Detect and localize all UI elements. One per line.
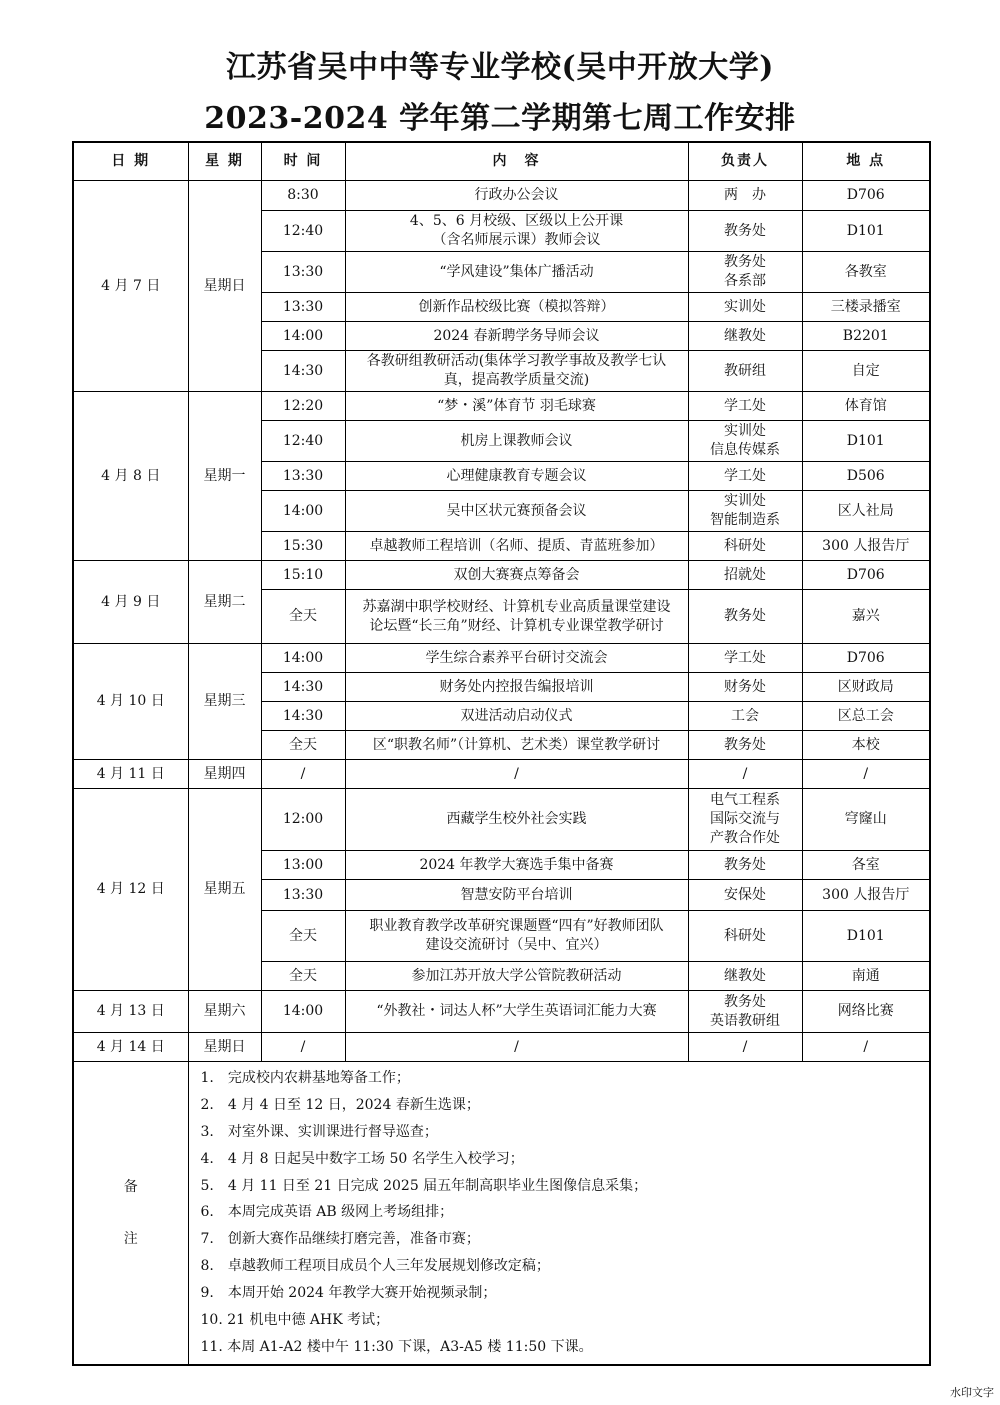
place-cell: 南通 [802,962,930,991]
date-cell: 4 月 10 日 [73,644,188,760]
owner-cell: 两 办 [688,181,802,211]
content-cell: 2024 年教学大赛选手集中备赛 [345,851,688,880]
weekday-cell: 星期三 [188,644,261,760]
owner-cell: 招就处 [688,561,802,590]
weekday-cell: 星期六 [188,991,261,1033]
place-cell: D706 [802,561,930,590]
place-cell: 网络比赛 [802,991,930,1033]
time-cell: 14:30 [261,702,345,731]
owner-cell: 实训处 智能制造系 [688,491,802,532]
owner-cell: 教务处 [688,211,802,252]
time-cell: 8:30 [261,181,345,211]
content-cell: 双创大赛赛点筹备会 [345,561,688,590]
schedule-table [72,141,931,1366]
content-cell: / [345,1033,688,1062]
page-title: 江苏省吴中中等专业学校(吴中开放大学) [226,50,774,85]
time-cell: 15:30 [261,532,345,561]
header-weekday: 星 期 [188,142,261,181]
time-cell: / [261,760,345,789]
remark-item: 7. 创新大赛作品继续打磨完善，准备市赛； [200,1231,480,1248]
content-cell: 职业教育教学改革研究课题暨“四有”好教师团队 建设交流研讨（吴中、宜兴） [345,911,688,962]
content-cell: 苏嘉湖中职学校财经、计算机专业高质量课堂建设 论坛暨“长三角”财经、计算机专业课堂教学研讨 [345,590,688,644]
owner-cell: 电气工程系 国际交流与 产教合作处 [688,789,802,851]
place-cell: 本校 [802,731,930,760]
table-header-row [73,142,930,181]
remark-item: 1. 完成校内农耕基地筹备工作； [200,1070,410,1086]
remarks-row [73,1062,930,1365]
time-cell: 13:30 [261,293,345,322]
content-cell: 财务处内控报告编报培训 [345,673,688,702]
time-cell: 12:00 [261,789,345,851]
time-cell: 13:00 [261,851,345,880]
owner-cell: 继教处 [688,962,802,991]
remarks-label-char: 备 [123,1178,138,1195]
place-cell: / [802,760,930,789]
place-cell: D706 [802,181,930,211]
header-place: 地 点 [802,142,930,181]
owner-cell: 学工处 [688,392,802,421]
remark-item: 10. 21 机电中德 AHK 考试； [200,1312,390,1329]
weekday-cell: 星期五 [188,789,261,991]
place-cell: 区人社局 [802,491,930,532]
weekday-cell: 星期日 [188,1033,261,1062]
remark-item: 4. 4 月 8 日起吴中数字工场 50 名学生入校学习； [200,1150,524,1167]
owner-cell: 学工处 [688,644,802,673]
owner-cell: 实训处 信息传媒系 [688,421,802,462]
place-cell: D101 [802,211,930,252]
owner-cell: 教务处 各系部 [688,252,802,293]
place-cell: 300 人报告厅 [802,880,930,911]
time-cell: 14:00 [261,991,345,1033]
content-cell: 2024 春新聘学务导师会议 [345,322,688,351]
content-cell: 行政办公会议 [345,181,688,211]
owner-cell: 财务处 [688,673,802,702]
time-cell: 14:30 [261,673,345,702]
remark-item: 9. 本周开始 2024 年教学大赛开始视频录制； [200,1285,497,1302]
date-cell: 4 月 11 日 [73,760,188,789]
content-cell: 参加江苏开放大学公管院教研活动 [345,962,688,991]
place-cell: D506 [802,462,930,491]
time-cell: 13:30 [261,880,345,911]
time-cell: 14:00 [261,644,345,673]
content-cell: 各教研组教研活动(集体学习教学事故及教学七认 真，提高教学质量交流) [345,351,688,392]
owner-cell: 教务处 英语教研组 [688,991,802,1033]
content-cell: 西藏学生校外社会实践 [345,789,688,851]
page-subtitle: 2023-2024 学年第二学期第七周工作安排 [204,101,796,136]
content-cell: 机房上课教师会议 [345,421,688,462]
content-cell: “学风建设”集体广播活动 [345,252,688,293]
content-cell: “梦・溪”体育节 羽毛球赛 [345,392,688,421]
table-row [73,561,930,590]
content-cell: 创新作品校级比赛（模拟答辩） [345,293,688,322]
schedule-body [73,181,930,1062]
owner-cell: 科研处 [688,911,802,962]
content-cell: 4、5、6 月校级、区级以上公开课 （含名师展示课）教师会议 [345,211,688,252]
place-cell: D101 [802,911,930,962]
time-cell: 12:40 [261,421,345,462]
place-cell: 三楼录播室 [802,293,930,322]
time-cell: 14:30 [261,351,345,392]
place-cell: B2201 [802,322,930,351]
remark-item: 2. 4 月 4 日至 12 日，2024 春新生选课； [200,1096,480,1113]
place-cell: 区财政局 [802,673,930,702]
place-cell: 体育馆 [802,392,930,421]
time-cell: 全天 [261,911,345,962]
date-cell: 4 月 9 日 [73,561,188,644]
content-cell: 双进活动启动仪式 [345,702,688,731]
owner-cell: 教研组 [688,351,802,392]
content-cell: 智慧安防平台培训 [345,880,688,911]
owner-cell: / [688,760,802,789]
time-cell: / [261,1033,345,1062]
place-cell: 自定 [802,351,930,392]
place-cell: 300 人报告厅 [802,532,930,561]
owner-cell: 工会 [688,702,802,731]
remark-item: 6. 本周完成英语 AB 级网上考场组排； [200,1204,454,1221]
place-cell: 各室 [802,851,930,880]
watermark-text: 水印文字 [950,1386,994,1399]
time-cell: 全天 [261,962,345,991]
owner-cell: 学工处 [688,462,802,491]
header-time: 时 间 [261,142,345,181]
weekday-cell: 星期二 [188,561,261,644]
remark-item: 3. 对室外课、实训课进行督导巡查； [200,1123,438,1140]
place-cell: 各教室 [802,252,930,293]
time-cell: 15:10 [261,561,345,590]
time-cell: 13:30 [261,462,345,491]
time-cell: 全天 [261,590,345,644]
owner-cell: 安保处 [688,880,802,911]
time-cell: 全天 [261,731,345,760]
content-cell: 吴中区状元赛预备会议 [345,491,688,532]
date-cell: 4 月 12 日 [73,789,188,991]
table-row [73,392,930,421]
time-cell: 13:30 [261,252,345,293]
owner-cell: / [688,1033,802,1062]
content-cell: 心理健康教育专题会议 [345,462,688,491]
weekday-cell: 星期四 [188,760,261,789]
remarks-label [73,1062,188,1365]
time-cell: 12:40 [261,211,345,252]
place-cell: / [802,1033,930,1062]
owner-cell: 继教处 [688,322,802,351]
time-cell: 14:00 [261,322,345,351]
content-cell: 卓越教师工程培训（名师、提质、青蓝班参加） [345,532,688,561]
owner-cell: 教务处 [688,731,802,760]
place-cell: D101 [802,421,930,462]
date-cell: 4 月 14 日 [73,1033,188,1062]
header-content: 内 容 [345,142,688,181]
content-cell: 学生综合素养平台研讨交流会 [345,644,688,673]
date-cell: 4 月 7 日 [73,181,188,392]
table-row [73,789,930,851]
remarks-list [195,1065,930,1361]
remark-item: 5. 4 月 11 日至 21 日完成 2025 届五年制高职毕业生图像信息采集； [200,1177,648,1194]
table-row [73,644,930,673]
table-row [73,181,930,211]
time-cell: 12:20 [261,392,345,421]
date-cell: 4 月 13 日 [73,991,188,1033]
content-cell: / [345,760,688,789]
content-cell: 区“职教名师”（计算机、艺术类）课堂教学研讨 [345,731,688,760]
content-cell: “外教社・词达人杯”大学生英语词汇能力大赛 [345,991,688,1033]
owner-cell: 教务处 [688,590,802,644]
header-owner: 负责人 [688,142,802,181]
remark-item: 11. 本周 A1-A2 楼中午 11:30 下课，A3-A5 楼 11:50 下课。 [200,1338,593,1355]
header-date: 日 期 [73,142,188,181]
weekday-cell: 星期日 [188,181,261,392]
place-cell: 嘉兴 [802,590,930,644]
remarks-label-char: 注 [123,1230,138,1247]
owner-cell: 实训处 [688,293,802,322]
place-cell: D706 [802,644,930,673]
time-cell: 14:00 [261,491,345,532]
place-cell: 区总工会 [802,702,930,731]
date-cell: 4 月 8 日 [73,392,188,561]
weekday-cell: 星期一 [188,392,261,561]
owner-cell: 科研处 [688,532,802,561]
place-cell: 穹窿山 [802,789,930,851]
owner-cell: 教务处 [688,851,802,880]
table-row [73,760,930,789]
remarks-cell [188,1062,930,1365]
remark-item: 8. 卓越教师工程项目成员个人三年发展规划修改定稿； [200,1258,550,1275]
table-row [73,991,930,1033]
table-row [73,1033,930,1062]
